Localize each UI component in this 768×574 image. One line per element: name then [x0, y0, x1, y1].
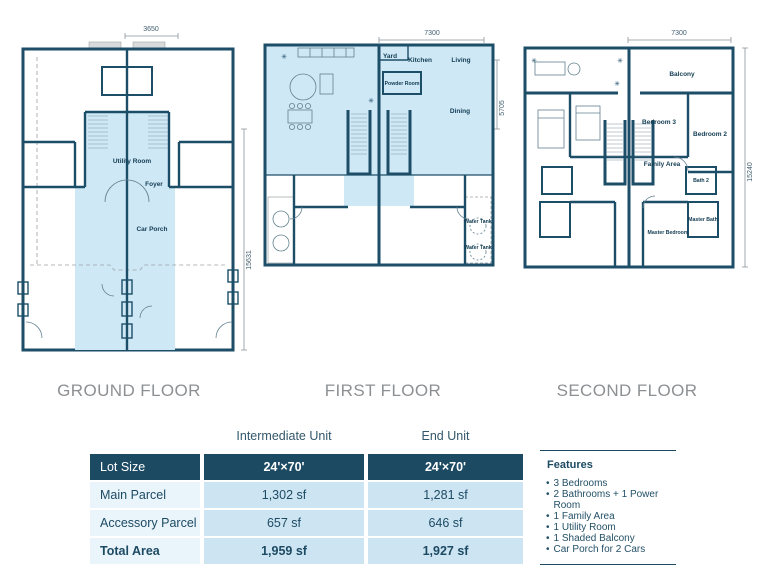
- ground-floor-title: GROUND FLOOR: [57, 381, 201, 400]
- cell-value: 1,281 sf: [368, 482, 523, 508]
- cell-value: 1,959 sf: [204, 538, 364, 564]
- room-label-utility: Utility Room: [112, 158, 152, 165]
- column-header-end-unit: End Unit: [421, 429, 470, 443]
- dimension-label: 3650: [143, 26, 159, 33]
- second-floor-title: SECOND FLOOR: [556, 381, 698, 400]
- light-star-icon: ✳: [614, 81, 620, 88]
- light-star-icon: ✳: [617, 58, 623, 65]
- cell-value: 24'×70': [368, 454, 523, 480]
- first-floor-drawing: [258, 12, 508, 374]
- room-label-bedroom2: Bedroom 2: [693, 131, 727, 138]
- feature-item: [546, 544, 676, 555]
- feature-text: 2 Bathrooms + 1 Power Room: [553, 489, 659, 511]
- room-label-family: Family Area: [643, 161, 681, 168]
- room-label-powder: Powder Room: [384, 81, 420, 87]
- yard-box: [268, 197, 294, 263]
- feature-item: [546, 522, 676, 533]
- room-label-water-tank: Water Tank: [464, 245, 492, 251]
- features-title: Features: [547, 459, 593, 471]
- bullet-icon: •: [546, 511, 550, 522]
- bullet-icon: •: [546, 522, 550, 533]
- room-label-bedroom3: Bedroom 3: [642, 119, 676, 126]
- bullet-icon: •: [546, 533, 550, 544]
- dimension-right-5705: [494, 60, 506, 129]
- interior-walls: [23, 49, 233, 350]
- water-tank-box: [465, 197, 491, 263]
- feature-item: [546, 489, 676, 511]
- cell-value: 657 sf: [204, 510, 364, 536]
- features-panel: [540, 450, 676, 565]
- room-label-car-porch: Car Porch: [136, 226, 168, 233]
- feature-text: 1 Utility Room: [553, 522, 616, 533]
- row-label: Accessory Parcel: [90, 510, 200, 536]
- features-list: [546, 478, 676, 555]
- row-label: Total Area: [90, 538, 200, 564]
- cell-value: 1,927 sf: [368, 538, 523, 564]
- dimension-label: 7300: [671, 30, 687, 37]
- bullet-icon: •: [546, 478, 550, 489]
- second-floor-drawing: [510, 12, 766, 374]
- light-star-icon: ✳: [531, 58, 537, 65]
- dimension-right-15240: [742, 48, 754, 267]
- dimension-label: 15240: [747, 162, 754, 182]
- dimension-label: 7300: [424, 30, 440, 37]
- bullet-icon: •: [546, 489, 550, 500]
- cell-value: 646 sf: [368, 510, 523, 536]
- row-label: Lot Size: [90, 454, 200, 480]
- room-label-dining: Dining: [449, 108, 471, 115]
- feature-item: [546, 533, 676, 544]
- spec-table-header-row: [90, 429, 523, 449]
- first-floor-title: FIRST FLOOR: [324, 381, 442, 400]
- room-label-master-bath: Master Bath: [688, 217, 718, 223]
- light-star-icon: ✳: [281, 54, 287, 61]
- dimension-label: 15631: [246, 250, 253, 270]
- furniture: [535, 62, 600, 148]
- cell-value: 1,302 sf: [204, 482, 364, 508]
- dimension-right-15631: [241, 129, 253, 350]
- ground-floor-plan: [10, 12, 255, 374]
- room-label-yard: Yard: [382, 53, 398, 60]
- second-floor-plan: [510, 12, 766, 374]
- feature-item: [546, 478, 676, 489]
- light-star-icon: ✳: [368, 98, 374, 105]
- room-label-bath2: Bath 2: [693, 178, 709, 184]
- dimension-top-3650: [125, 26, 178, 39]
- column-header-intermediate-unit: Intermediate Unit: [236, 429, 332, 443]
- dimension-label: 5705: [499, 100, 506, 116]
- bullet-icon: •: [546, 544, 550, 555]
- room-label-foyer: Foyer: [145, 181, 163, 188]
- spec-table: [90, 429, 523, 564]
- room-label-balcony: Balcony: [669, 71, 695, 78]
- room-label-kitchen: Kitchen: [408, 57, 432, 64]
- room-label-master-bedroom: Master Bedroom: [647, 230, 689, 236]
- dimension-top-7300: [379, 30, 484, 43]
- interior-walls: [525, 48, 733, 267]
- cell-value: 24'×70': [204, 454, 364, 480]
- room-label-water-tank: Water Tank: [464, 219, 492, 225]
- first-floor-plan: [258, 12, 508, 374]
- row-label: Main Parcel: [90, 482, 200, 508]
- feature-item: [546, 511, 676, 522]
- feature-text: 1 Family Area: [553, 511, 615, 522]
- feature-text: 1 Shaded Balcony: [553, 533, 635, 544]
- room-label-living: Living: [451, 57, 471, 64]
- ground-floor-drawing: [10, 12, 255, 374]
- feature-text: Car Porch for 2 Cars: [553, 544, 646, 555]
- feature-text: 3 Bedrooms: [553, 478, 608, 489]
- dimension-top-7300: [628, 30, 731, 43]
